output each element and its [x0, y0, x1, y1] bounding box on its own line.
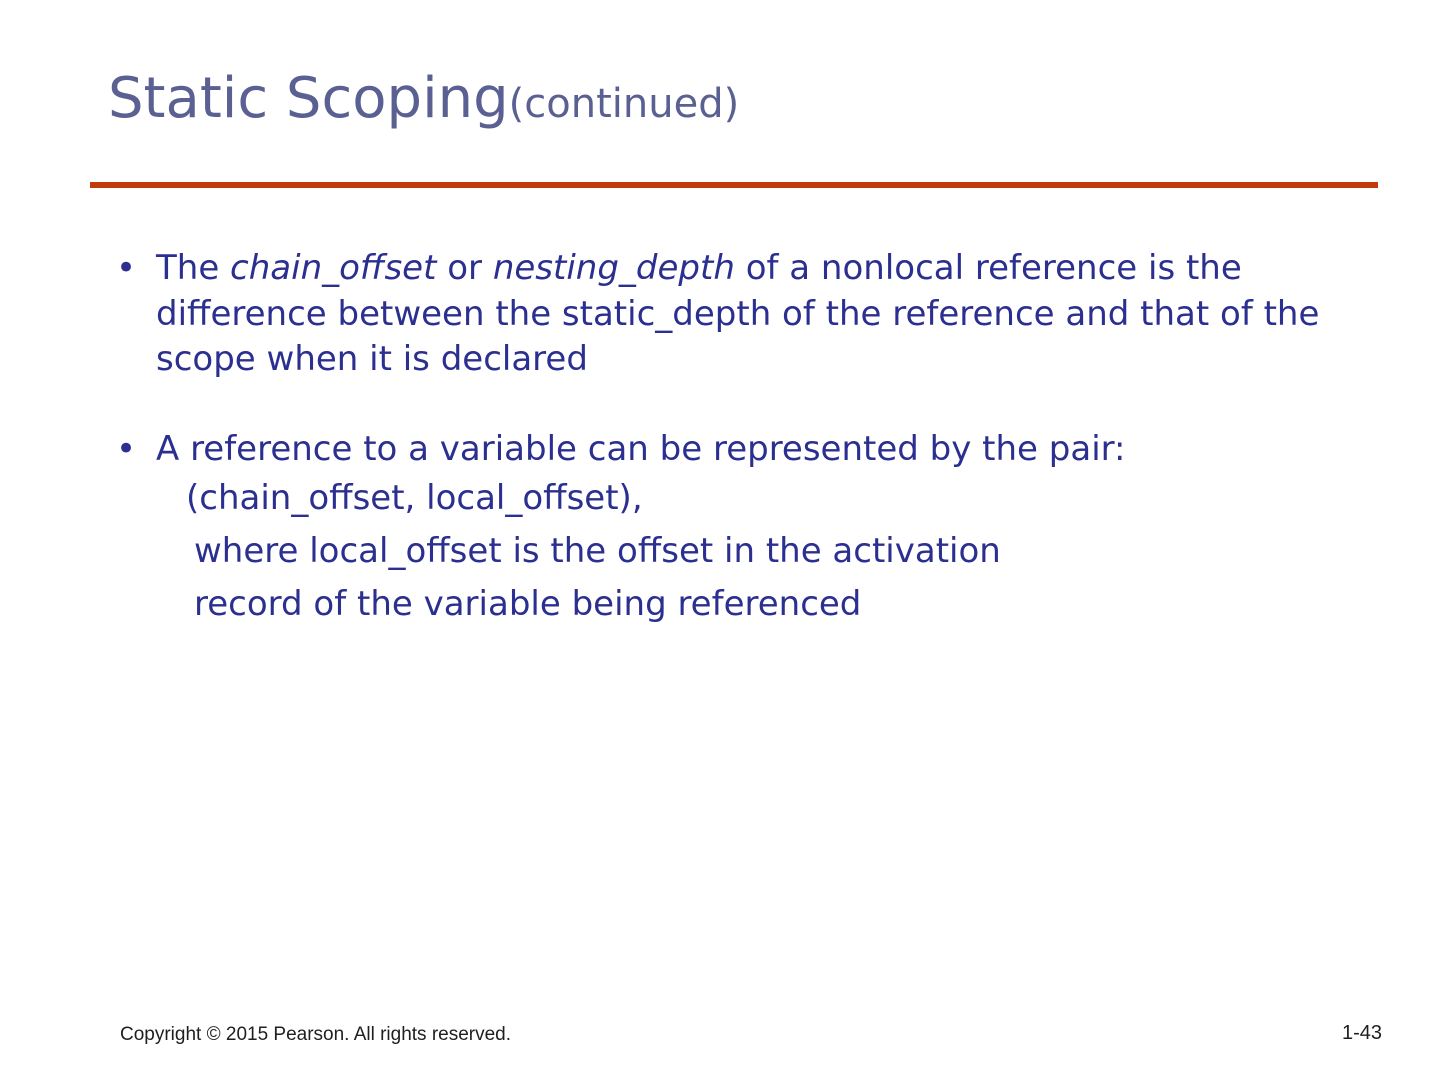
- bullet-segment: or: [436, 248, 493, 288]
- bullet-segment-emphasis: nesting_depth: [492, 248, 735, 288]
- page-title: [108, 66, 1378, 131]
- sub-line: (chain_offset, local_offset),: [186, 478, 643, 519]
- title-suffix: (continued): [508, 81, 740, 127]
- bullet-text: [156, 246, 1368, 383]
- bullet-segment-emphasis: chain_offset: [230, 248, 437, 288]
- title-divider: [90, 182, 1378, 188]
- bullet-text: [156, 427, 1368, 473]
- bullet-segment: The: [156, 248, 231, 288]
- bullet-marker: •: [116, 428, 137, 469]
- bullet-segment: of a nonlocal reference is the difference between the static_depth of the reference and that of the scope when it is declared: [156, 248, 1320, 380]
- title-line: [108, 66, 1378, 131]
- slide-content: [108, 246, 1368, 631]
- sub-line: where local_offset is the offset in the activation: [194, 531, 1001, 572]
- spacer: [108, 383, 1368, 427]
- slide-number: 1-43: [1341, 1022, 1382, 1044]
- sub-line: record of the variable being referenced: [194, 584, 862, 625]
- bullet-marker: •: [116, 248, 137, 288]
- bullet-item: [108, 246, 1368, 383]
- sub-lines: [156, 472, 1368, 631]
- copyright-footer: Copyright © 2015 Pearson. All rights reserved.: [120, 1024, 512, 1045]
- bullet-item: [108, 427, 1368, 473]
- title-main: Static Scoping: [108, 66, 509, 131]
- bullet-segment: A reference to a variable can be represented by the pair:: [156, 428, 1126, 469]
